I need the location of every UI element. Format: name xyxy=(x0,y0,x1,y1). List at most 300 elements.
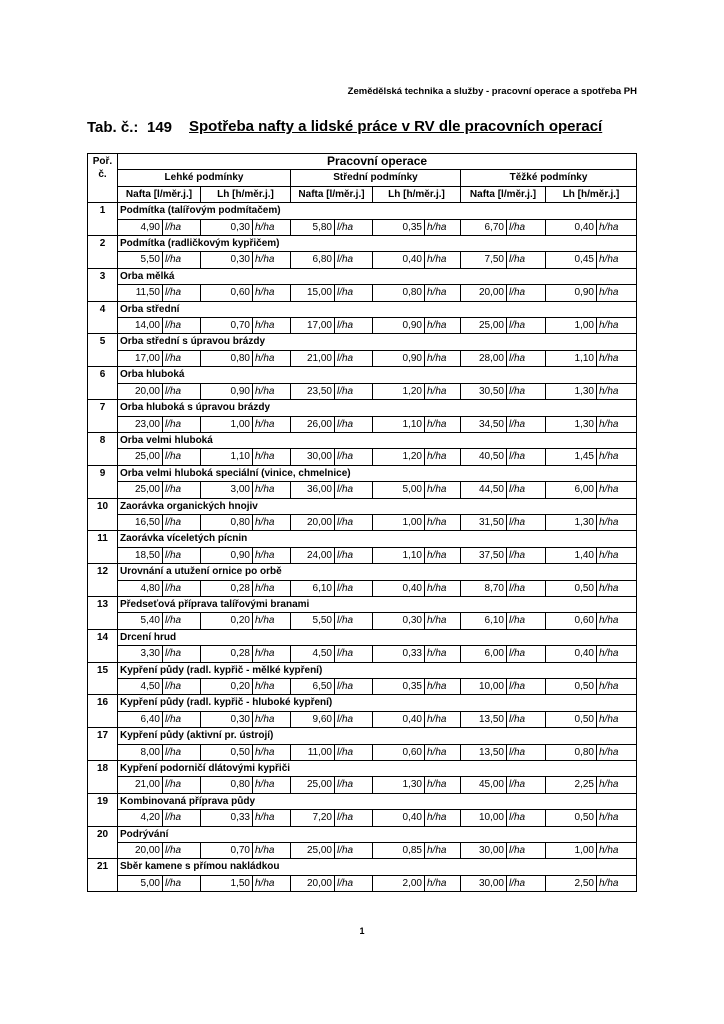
unit-label: l/ha xyxy=(163,219,201,235)
unit-label: l/ha xyxy=(335,843,373,859)
operation-name: Orba hluboká s úpravou brázdy xyxy=(118,400,637,416)
labor-value: 0,20 xyxy=(201,613,253,629)
unit-label: h/ha xyxy=(597,777,637,793)
labor-value: 0,28 xyxy=(201,580,253,596)
operation-name: Orba střední s úpravou brázdy xyxy=(118,334,637,350)
unit-label: h/ha xyxy=(253,711,291,727)
unit-label: l/ha xyxy=(507,843,546,859)
fuel-value: 4,50 xyxy=(291,646,335,662)
unit-label: l/ha xyxy=(507,777,546,793)
labor-value: 0,50 xyxy=(546,580,597,596)
operation-name: Podmítka (talířovým podmítačem) xyxy=(118,203,637,219)
unit-label: h/ha xyxy=(597,744,637,760)
unit-label: h/ha xyxy=(425,449,461,465)
fuel-value: 7,50 xyxy=(461,252,507,268)
page-number: 1 xyxy=(359,926,365,936)
table-title: Spotřeba nafty a lidské práce v RV dle pracovních operací xyxy=(189,118,603,135)
unit-label: h/ha xyxy=(425,252,461,268)
header-condition-medium: Střední podmínky xyxy=(291,170,461,186)
unit-label: h/ha xyxy=(253,547,291,563)
labor-value: 0,33 xyxy=(373,646,425,662)
unit-label: l/ha xyxy=(507,679,546,695)
values-row xyxy=(88,252,637,268)
operation-row xyxy=(88,203,637,219)
fuel-value: 4,20 xyxy=(118,810,163,826)
operation-name: Podmítka (radličkovým kypřičem) xyxy=(118,236,637,252)
labor-value: 1,20 xyxy=(373,383,425,399)
fuel-value: 30,00 xyxy=(461,843,507,859)
fuel-value: 6,10 xyxy=(291,580,335,596)
operation-name: Orba velmi hluboká speciální (vinice, chmelnice) xyxy=(118,465,637,481)
values-row xyxy=(88,810,637,826)
unit-label: h/ha xyxy=(425,810,461,826)
unit-label: l/ha xyxy=(335,514,373,530)
labor-value: 0,40 xyxy=(373,810,425,826)
labor-value: 0,30 xyxy=(373,613,425,629)
fuel-value: 23,50 xyxy=(291,383,335,399)
labor-value: 1,50 xyxy=(201,875,253,891)
row-number: 16 xyxy=(88,695,118,728)
labor-value: 1,10 xyxy=(373,416,425,432)
fuel-value: 28,00 xyxy=(461,350,507,366)
labor-value: 1,10 xyxy=(546,350,597,366)
values-row xyxy=(88,547,637,563)
unit-label: h/ha xyxy=(253,580,291,596)
fuel-value: 30,00 xyxy=(461,875,507,891)
unit-label: l/ha xyxy=(163,777,201,793)
fuel-value: 8,70 xyxy=(461,580,507,596)
fuel-value: 25,00 xyxy=(118,482,163,498)
unit-label: h/ha xyxy=(425,416,461,432)
unit-label: l/ha xyxy=(163,875,201,891)
operation-row xyxy=(88,564,637,580)
fuel-value: 6,10 xyxy=(461,613,507,629)
unit-label: l/ha xyxy=(507,875,546,891)
fuel-value: 6,50 xyxy=(291,679,335,695)
fuel-value: 17,00 xyxy=(118,350,163,366)
unit-label: l/ha xyxy=(507,711,546,727)
unit-label: h/ha xyxy=(597,482,637,498)
fuel-value: 10,00 xyxy=(461,810,507,826)
labor-value: 0,50 xyxy=(546,810,597,826)
operation-row xyxy=(88,498,637,514)
labor-value: 6,00 xyxy=(546,482,597,498)
values-row xyxy=(88,318,637,334)
operation-row xyxy=(88,859,637,875)
header-subcol: Nafta [l/měr.j.] xyxy=(291,186,373,202)
labor-value: 1,00 xyxy=(546,843,597,859)
fuel-value: 23,00 xyxy=(118,416,163,432)
operation-name: Zaorávka víceletých pícnin xyxy=(118,531,637,547)
row-number: 5 xyxy=(88,334,118,367)
row-number: 18 xyxy=(88,761,118,794)
operation-row xyxy=(88,236,637,252)
fuel-value: 3,30 xyxy=(118,646,163,662)
running-header: Zemědělská technika a služby - pracovní operace a spotřeba PH xyxy=(347,86,637,97)
fuel-value: 17,00 xyxy=(291,318,335,334)
operation-name: Urovnání a utužení ornice po orbě xyxy=(118,564,637,580)
unit-label: h/ha xyxy=(253,843,291,859)
unit-label: l/ha xyxy=(163,810,201,826)
unit-label: l/ha xyxy=(507,285,546,301)
labor-value: 0,60 xyxy=(201,285,253,301)
fuel-value: 25,00 xyxy=(291,843,335,859)
fuel-value: 9,60 xyxy=(291,711,335,727)
unit-label: l/ha xyxy=(335,679,373,695)
operation-row xyxy=(88,531,637,547)
operation-name: Orba mělká xyxy=(118,268,637,284)
unit-label: l/ha xyxy=(163,350,201,366)
labor-value: 0,40 xyxy=(546,219,597,235)
values-row xyxy=(88,875,637,891)
labor-value: 0,40 xyxy=(546,646,597,662)
unit-label: l/ha xyxy=(507,449,546,465)
fuel-value: 37,50 xyxy=(461,547,507,563)
values-row xyxy=(88,350,637,366)
unit-label: h/ha xyxy=(425,514,461,530)
unit-label: h/ha xyxy=(253,514,291,530)
fuel-value: 4,90 xyxy=(118,219,163,235)
fuel-value: 5,00 xyxy=(118,875,163,891)
unit-label: l/ha xyxy=(507,482,546,498)
labor-value: 5,00 xyxy=(373,482,425,498)
operation-row xyxy=(88,761,637,777)
fuel-value: 6,40 xyxy=(118,711,163,727)
unit-label: l/ha xyxy=(335,416,373,432)
labor-value: 1,20 xyxy=(373,449,425,465)
values-row xyxy=(88,285,637,301)
table-body xyxy=(88,203,637,892)
unit-label: l/ha xyxy=(507,383,546,399)
row-number: 3 xyxy=(88,268,118,301)
operation-row xyxy=(88,793,637,809)
operation-name: Kypření podorničí dlátovými kypřiči xyxy=(118,761,637,777)
operation-row xyxy=(88,432,637,448)
labor-value: 0,90 xyxy=(201,383,253,399)
fuel-value: 20,00 xyxy=(461,285,507,301)
unit-label: h/ha xyxy=(425,318,461,334)
unit-label: l/ha xyxy=(163,843,201,859)
unit-label: l/ha xyxy=(507,252,546,268)
unit-label: l/ha xyxy=(335,711,373,727)
fuel-value: 18,50 xyxy=(118,547,163,563)
table-label: Tab. č.: xyxy=(87,119,139,136)
fuel-value: 34,50 xyxy=(461,416,507,432)
unit-label: l/ha xyxy=(163,318,201,334)
unit-label: h/ha xyxy=(597,350,637,366)
fuel-value: 31,50 xyxy=(461,514,507,530)
unit-label: h/ha xyxy=(597,646,637,662)
header-subcol: Nafta [l/měr.j.] xyxy=(118,186,201,202)
unit-label: h/ha xyxy=(425,843,461,859)
table-number: 149 xyxy=(147,119,173,136)
row-number: 17 xyxy=(88,728,118,761)
values-row xyxy=(88,219,637,235)
unit-label: l/ha xyxy=(163,580,201,596)
values-row xyxy=(88,416,637,432)
labor-value: 0,60 xyxy=(373,744,425,760)
unit-label: h/ha xyxy=(253,875,291,891)
values-row xyxy=(88,383,637,399)
unit-label: l/ha xyxy=(335,547,373,563)
unit-label: h/ha xyxy=(253,318,291,334)
unit-label: h/ha xyxy=(597,449,637,465)
operation-row xyxy=(88,826,637,842)
values-row xyxy=(88,711,637,727)
unit-label: l/ha xyxy=(163,514,201,530)
unit-label: h/ha xyxy=(425,646,461,662)
unit-label: l/ha xyxy=(335,383,373,399)
unit-label: l/ha xyxy=(507,318,546,334)
fuel-value: 45,00 xyxy=(461,777,507,793)
labor-value: 2,50 xyxy=(546,875,597,891)
labor-value: 1,30 xyxy=(546,383,597,399)
values-row xyxy=(88,777,637,793)
values-row xyxy=(88,482,637,498)
fuel-value: 40,50 xyxy=(461,449,507,465)
unit-label: l/ha xyxy=(507,416,546,432)
operation-row xyxy=(88,400,637,416)
unit-label: h/ha xyxy=(425,285,461,301)
values-row xyxy=(88,580,637,596)
unit-label: h/ha xyxy=(597,318,637,334)
unit-label: l/ha xyxy=(163,613,201,629)
row-number: 19 xyxy=(88,793,118,826)
labor-value: 1,30 xyxy=(373,777,425,793)
fuel-value: 24,00 xyxy=(291,547,335,563)
labor-value: 0,80 xyxy=(201,777,253,793)
operation-row xyxy=(88,301,637,317)
unit-label: l/ha xyxy=(507,350,546,366)
operation-row xyxy=(88,268,637,284)
unit-label: h/ha xyxy=(253,350,291,366)
values-row xyxy=(88,843,637,859)
unit-label: l/ha xyxy=(163,646,201,662)
row-number: 8 xyxy=(88,432,118,465)
unit-label: h/ha xyxy=(597,547,637,563)
labor-value: 0,45 xyxy=(546,252,597,268)
unit-label: l/ha xyxy=(335,875,373,891)
labor-value: 0,60 xyxy=(546,613,597,629)
fuel-value: 11,50 xyxy=(118,285,163,301)
labor-value: 0,70 xyxy=(201,843,253,859)
fuel-value: 36,00 xyxy=(291,482,335,498)
row-number: 21 xyxy=(88,859,118,892)
values-row xyxy=(88,613,637,629)
unit-label: l/ha xyxy=(163,547,201,563)
operation-row xyxy=(88,695,637,711)
unit-label: h/ha xyxy=(425,613,461,629)
unit-label: h/ha xyxy=(253,777,291,793)
unit-label: h/ha xyxy=(597,252,637,268)
unit-label: l/ha xyxy=(507,810,546,826)
values-row xyxy=(88,449,637,465)
unit-label: h/ha xyxy=(425,219,461,235)
labor-value: 1,40 xyxy=(546,547,597,563)
labor-value: 1,00 xyxy=(201,416,253,432)
operation-row xyxy=(88,465,637,481)
unit-label: l/ha xyxy=(335,350,373,366)
labor-value: 0,50 xyxy=(546,679,597,695)
fuel-value: 44,50 xyxy=(461,482,507,498)
unit-label: l/ha xyxy=(163,449,201,465)
unit-label: l/ha xyxy=(507,646,546,662)
unit-label: h/ha xyxy=(425,547,461,563)
unit-label: l/ha xyxy=(163,679,201,695)
unit-label: h/ha xyxy=(425,744,461,760)
labor-value: 0,50 xyxy=(201,744,253,760)
unit-label: h/ha xyxy=(253,810,291,826)
fuel-value: 10,00 xyxy=(461,679,507,695)
row-number: 13 xyxy=(88,596,118,629)
operation-name: Orba velmi hluboká xyxy=(118,432,637,448)
labor-value: 0,40 xyxy=(373,580,425,596)
fuel-value: 21,00 xyxy=(291,350,335,366)
unit-label: l/ha xyxy=(507,744,546,760)
labor-value: 2,00 xyxy=(373,875,425,891)
labor-value: 0,35 xyxy=(373,219,425,235)
unit-label: h/ha xyxy=(425,580,461,596)
labor-value: 0,50 xyxy=(546,711,597,727)
labor-value: 0,70 xyxy=(201,318,253,334)
unit-label: h/ha xyxy=(253,383,291,399)
unit-label: h/ha xyxy=(597,416,637,432)
labor-value: 0,90 xyxy=(201,547,253,563)
labor-value: 3,00 xyxy=(201,482,253,498)
labor-value: 0,90 xyxy=(373,318,425,334)
operation-name: Sběr kamene s přímou nakládkou xyxy=(118,859,637,875)
operation-name: Kombinovaná příprava půdy xyxy=(118,793,637,809)
fuel-value: 21,00 xyxy=(118,777,163,793)
labor-value: 0,30 xyxy=(201,252,253,268)
consumption-table xyxy=(87,153,637,892)
unit-label: l/ha xyxy=(163,711,201,727)
unit-label: l/ha xyxy=(335,646,373,662)
unit-label: h/ha xyxy=(597,219,637,235)
header-subcol: Lh [h/měr.j.] xyxy=(373,186,461,202)
labor-value: 0,90 xyxy=(373,350,425,366)
header-subcol: Lh [h/měr.j.] xyxy=(201,186,291,202)
labor-value: 0,20 xyxy=(201,679,253,695)
fuel-value: 14,00 xyxy=(118,318,163,334)
labor-value: 0,35 xyxy=(373,679,425,695)
fuel-value: 4,50 xyxy=(118,679,163,695)
unit-label: l/ha xyxy=(335,285,373,301)
unit-label: l/ha xyxy=(507,219,546,235)
header-por: Poř. č. xyxy=(88,154,118,203)
fuel-value: 25,00 xyxy=(461,318,507,334)
unit-label: h/ha xyxy=(253,416,291,432)
unit-label: l/ha xyxy=(335,252,373,268)
fuel-value: 13,50 xyxy=(461,711,507,727)
header-subcol: Lh [h/měr.j.] xyxy=(546,186,637,202)
unit-label: l/ha xyxy=(335,744,373,760)
unit-label: h/ha xyxy=(425,350,461,366)
fuel-value: 11,00 xyxy=(291,744,335,760)
row-number: 10 xyxy=(88,498,118,531)
operation-name: Orba hluboká xyxy=(118,367,637,383)
unit-label: h/ha xyxy=(253,252,291,268)
unit-label: h/ha xyxy=(253,449,291,465)
labor-value: 0,80 xyxy=(373,285,425,301)
unit-label: h/ha xyxy=(425,711,461,727)
fuel-value: 15,00 xyxy=(291,285,335,301)
unit-label: l/ha xyxy=(507,514,546,530)
values-row xyxy=(88,646,637,662)
unit-label: h/ha xyxy=(597,679,637,695)
labor-value: 0,40 xyxy=(373,711,425,727)
unit-label: h/ha xyxy=(253,646,291,662)
fuel-value: 6,00 xyxy=(461,646,507,662)
fuel-value: 25,00 xyxy=(291,777,335,793)
unit-label: h/ha xyxy=(253,285,291,301)
unit-label: h/ha xyxy=(597,580,637,596)
labor-value: 0,80 xyxy=(546,744,597,760)
fuel-value: 16,50 xyxy=(118,514,163,530)
labor-value: 1,10 xyxy=(373,547,425,563)
fuel-value: 5,80 xyxy=(291,219,335,235)
unit-label: l/ha xyxy=(335,482,373,498)
operation-name: Zaorávka organických hnojiv xyxy=(118,498,637,514)
unit-label: h/ha xyxy=(425,777,461,793)
labor-value: 0,28 xyxy=(201,646,253,662)
fuel-value: 5,50 xyxy=(118,252,163,268)
unit-label: l/ha xyxy=(163,744,201,760)
labor-value: 1,30 xyxy=(546,514,597,530)
fuel-value: 13,50 xyxy=(461,744,507,760)
unit-label: l/ha xyxy=(163,416,201,432)
operation-name: Drcení hrud xyxy=(118,629,637,645)
unit-label: h/ha xyxy=(425,679,461,695)
row-number: 9 xyxy=(88,465,118,498)
labor-value: 1,00 xyxy=(373,514,425,530)
operation-row xyxy=(88,367,637,383)
unit-label: l/ha xyxy=(507,613,546,629)
values-row xyxy=(88,744,637,760)
unit-label: h/ha xyxy=(253,613,291,629)
fuel-value: 30,00 xyxy=(291,449,335,465)
unit-label: l/ha xyxy=(335,580,373,596)
unit-label: l/ha xyxy=(335,777,373,793)
fuel-value: 6,70 xyxy=(461,219,507,235)
labor-value: 0,80 xyxy=(201,350,253,366)
labor-value: 0,80 xyxy=(201,514,253,530)
unit-label: l/ha xyxy=(163,383,201,399)
operation-row xyxy=(88,662,637,678)
labor-value: 0,85 xyxy=(373,843,425,859)
operation-name: Orba střední xyxy=(118,301,637,317)
labor-value: 2,25 xyxy=(546,777,597,793)
unit-label: l/ha xyxy=(335,449,373,465)
labor-value: 1,30 xyxy=(546,416,597,432)
operation-name: Kypření půdy (aktivní pr. ústrojí) xyxy=(118,728,637,744)
operation-name: Podrývání xyxy=(118,826,637,842)
unit-label: l/ha xyxy=(507,580,546,596)
unit-label: h/ha xyxy=(425,875,461,891)
operation-name: Kypření půdy (radl. kypřič - mělké kypření) xyxy=(118,662,637,678)
row-number: 15 xyxy=(88,662,118,695)
labor-value: 0,30 xyxy=(201,711,253,727)
row-number: 4 xyxy=(88,301,118,334)
fuel-value: 5,40 xyxy=(118,613,163,629)
row-number: 7 xyxy=(88,400,118,433)
unit-label: h/ha xyxy=(597,810,637,826)
unit-label: l/ha xyxy=(163,482,201,498)
row-number: 6 xyxy=(88,367,118,400)
operation-row xyxy=(88,596,637,612)
unit-label: h/ha xyxy=(253,744,291,760)
row-number: 1 xyxy=(88,203,118,236)
